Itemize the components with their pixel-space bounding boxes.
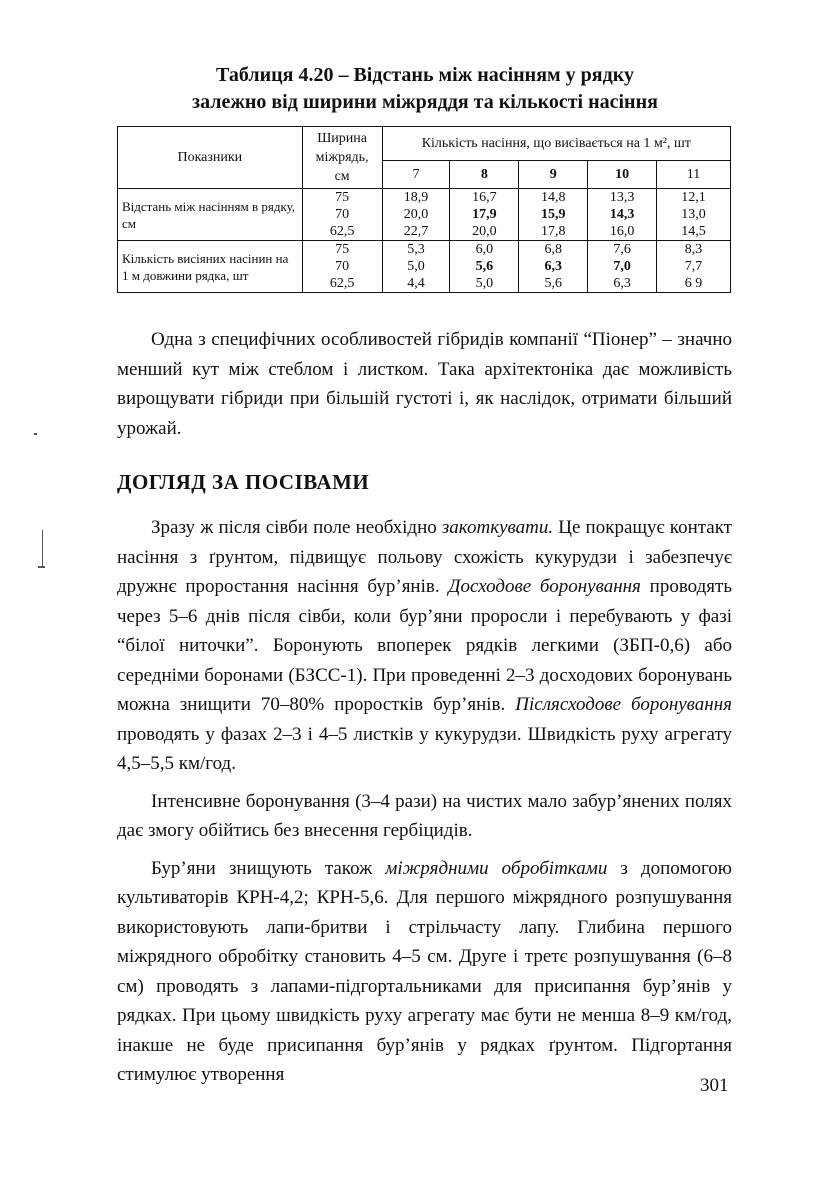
- header-row-width: Ширина міжрядь, см: [302, 127, 382, 189]
- table-cell: 70: [302, 206, 382, 223]
- row-label-seed-count: Кількість висіяних насінин на 1 м довжини рядка, шт: [118, 241, 303, 293]
- table-cell: 7,6: [588, 241, 657, 259]
- table-cell: 12,1: [657, 189, 731, 207]
- table-row: [118, 189, 731, 207]
- intro-paragraph: Одна з специфічних особливостей гібридів компанії “Піонер” – значно менший кут між стеблом і листком. Така архітектоніка дає можливість вирощувати гібриди при більшій густоті і, як наслідок, отримати більший урожай.: [117, 329, 732, 439]
- seed-count-11: 11: [657, 161, 731, 189]
- seed-spacing-table: [117, 126, 731, 293]
- table-cell: 4,4: [382, 275, 450, 293]
- header-indicators: Показники: [118, 127, 303, 189]
- table-cell: 6 9: [657, 275, 731, 293]
- table-cell: 14,8: [519, 189, 588, 207]
- table-cell: 16,7: [450, 189, 519, 207]
- seed-count-8: 8: [450, 161, 519, 189]
- text-run: проводять через 5–6 днів після сівби, коли бур’яни проросли і перебувають у фазі “білої ниточки”. Боронують впоперек рядків легкими (ЗБП-0,6) або середніми боронами (БЗСС-1). При проведенні 2–3 досходових боронувань можна знищити 70–80% проростків бур’янів.: [117, 576, 732, 715]
- intro-paragraph-block: [117, 325, 732, 443]
- table-cell: 17,9: [450, 206, 519, 223]
- row-label-spacing: Відстань між насінням в рядку, см: [118, 189, 303, 241]
- seed-count-9: 9: [519, 161, 588, 189]
- text-run: проводять у фазах 2–3 і 4–5 листків у кукурудзи. Швидкість руху агрегату 4,5–5,5 км/год.: [117, 723, 732, 774]
- scan-mark: [34, 433, 37, 435]
- table-cell: 62,5: [302, 223, 382, 241]
- paragraph-cultivation: [117, 854, 732, 1090]
- page-number: 301: [700, 1075, 729, 1096]
- table-cell: 20,0: [450, 223, 519, 241]
- table-cell: 8,3: [657, 241, 731, 259]
- table-cell: 75: [302, 241, 382, 259]
- table-caption: [100, 62, 750, 116]
- table-cell: 6,0: [450, 241, 519, 259]
- table-cell: 16,0: [588, 223, 657, 241]
- text-run: Зразу ж після сівби поле необхідно: [151, 517, 442, 538]
- table-cell: 14,5: [657, 223, 731, 241]
- table-cell: 14,3: [588, 206, 657, 223]
- table-cell: 18,9: [382, 189, 450, 207]
- table-row: [118, 241, 731, 259]
- text-run: з допомогою культиваторів КРН-4,2; КРН-5,6. Для першого міжрядного розпушування використовують лапи-бритви і стрільчасту лапу. Глибина першого міжрядного обробітку становить 4–5 см. Друге і третє розпушування (6–8 см) проводять з лапами-підгортальниками для присипання бур’янів у рядках. При цьому швидкість руху агрегату має бути не менша 8–9 км/год, інакше не буде присипання бур’янів у рядках ґрунтом. Підгортання стимулює утворення: [117, 857, 732, 1085]
- emphasis: міжрядними обробітками: [385, 857, 608, 879]
- table-caption-line-2: залежно від ширини міжряддя та кількості насіння: [192, 91, 658, 113]
- table-caption-line-1: Таблиця 4.20 – Відстань між насінням у рядку: [216, 64, 634, 86]
- body-text: [117, 513, 732, 1090]
- table-cell: 5,6: [450, 258, 519, 275]
- emphasis: Післясходове боронування: [515, 694, 732, 715]
- table-cell: 62,5: [302, 275, 382, 293]
- emphasis: закоткувати.: [441, 517, 554, 538]
- table-cell: 5,0: [382, 258, 450, 275]
- table-cell: 5,6: [519, 275, 588, 293]
- section-heading: ДОГЛЯД ЗА ПОСІВАМИ: [117, 470, 370, 494]
- table-cell: 13,0: [657, 206, 731, 223]
- paragraph-rolling: [117, 513, 732, 779]
- table-cell: 70: [302, 258, 382, 275]
- header-seed-count: Кількість насіння, що висівається на 1 м², шт: [382, 127, 730, 161]
- table-cell: 6,8: [519, 241, 588, 259]
- table-cell: 20,0: [382, 206, 450, 223]
- table-cell: 5,0: [450, 275, 519, 293]
- table-cell: 22,7: [382, 223, 450, 241]
- text-run: Бур’яни знищують також: [151, 857, 386, 879]
- text-run: Це покращує контакт насіння з ґрунтом, підвищує польову схожість кукурудзи і забезпечує дружнє проростання насіння бур’янів.: [117, 517, 732, 597]
- table-cell: 6,3: [588, 275, 657, 293]
- seed-count-7: 7: [382, 161, 450, 189]
- paragraph-harrowing: Інтенсивне боронування (3–4 рази) на чистих мало забур’янених полях дає змогу обійтись без внесення гербіцидів.: [117, 790, 732, 841]
- scan-mark: [42, 530, 43, 568]
- table-cell: 75: [302, 189, 382, 207]
- scan-mark: [38, 566, 45, 568]
- table-cell: 17,8: [519, 223, 588, 241]
- table-cell: 5,3: [382, 241, 450, 259]
- table-cell: 7,7: [657, 258, 731, 275]
- table-cell: 15,9: [519, 206, 588, 223]
- table-cell: 13,3: [588, 189, 657, 207]
- seed-count-10: 10: [588, 161, 657, 189]
- table-cell: 7,0: [588, 258, 657, 275]
- table-cell: 6,3: [519, 258, 588, 275]
- emphasis: Досходове боронування: [448, 576, 641, 597]
